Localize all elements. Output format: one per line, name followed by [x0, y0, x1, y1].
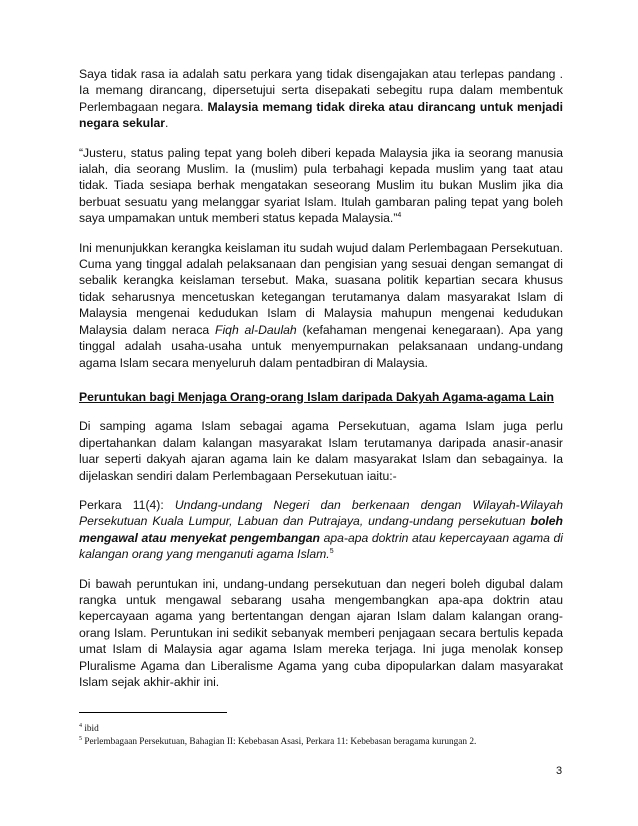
footnote-number: 5 — [79, 735, 82, 742]
paragraph-5-article-quote — [79, 497, 563, 563]
paragraph-1-bold-text: Malaysia memang tidak direka atau dirancang untuk menjadi negara sekular — [79, 99, 563, 131]
footnote-number: 4 — [79, 722, 82, 729]
article-text-end: apa-apa doktrin atau kepercayaan agama di kalangan orang yang menganuti agama Islam. — [79, 530, 563, 562]
footnote-4 — [79, 723, 563, 736]
footnote-separator — [79, 712, 227, 713]
quote-paragraph — [79, 145, 563, 227]
paragraph-4: Di samping agama Islam sebagai agama Persekutuan, agama Islam juga perlu dipertahankan dalam kalangan masyarakat Islam terutamanya daripada anasir-anasir luar seperti dakyah ajaran agama lain ke dalam masyarakat Islam dan sebagainya. Ia dijelaskan sendiri dalam Perlembagaan Persekutuan iaitu:- — [79, 419, 563, 483]
footnote-ref-4[interactable]: 4 — [397, 212, 402, 220]
paragraph-3-text: Ini menunjukkan kerangka keislaman itu sudah wujud dalam Perlembagaan Persekutuan. Cuma yang tinggal adalah pelaksanaan dan pengisian yang sesuai dengan semangat di sebalik kerangka keislaman tersebut. Maka, suasana politik kepartian secara khusus tidak seharusnya mencetuskan ketegangan terutamanya dalam masyarakat Islam di Malaysia mengenai kedudukan Islam di Malaysia mahupun mengenai kedudukan Malaysia dalam neraca — [79, 240, 563, 337]
article-bold-text: boleh mengawal atau menyekat pengembangan — [79, 514, 563, 545]
paragraph-3 — [79, 240, 563, 371]
body-text — [79, 66, 563, 703]
footnotes — [79, 723, 563, 749]
footnote-5 — [79, 736, 563, 749]
page-number: 3 — [556, 765, 563, 777]
footnote-text: Perlembagaan Persekutuan, Bahagian II: Kebebasan Asasi, Perkara 11: Kebebasan beragama kurungan 2. — [84, 737, 477, 747]
section-heading: Peruntukan bagi Menjaga Orang-orang Islam daripada Dakyah Agama-agama Lain — [79, 389, 554, 404]
quote-text: “Justeru, status paling tepat yang boleh diberi kepada Malaysia jika ia seorang manusia ialah, dia seorang Muslim. Ia (muslim) pula terbahagi kepada muslim yang taat atau tidak. Tiada sesiapa berhak mengatakan seseorang Muslim itu bukan Muslim jika dia berbuat sesuatu yang melanggar syariat Islam. Itulah gambaran paling tepat yang boleh saya umpamakan untuk memberi status kepada Malaysia.” — [79, 145, 563, 226]
paragraph-3-italic-term: Fiqh al-Daulah — [215, 322, 297, 337]
paragraph-1-end: . — [165, 116, 169, 131]
paragraph-3-text-end: (kefahaman mengenai kenegaraan). Apa yang tinggal adalah usaha-usaha untuk menyempurnakan pelaksanaan undang-undang agama Islam secara menyeluruh dalam pentadbiran di Malaysia. — [79, 322, 563, 370]
paragraph-1 — [79, 66, 563, 132]
paragraph-6: Di bawah peruntukan ini, undang-undang persekutuan dan negeri boleh digubal dalam rangka untuk mengawal sebarang usaha mengembangkan apa-apa doktrin atau kepercayaan agama yang bertentangan dengan ajaran Islam dalam kalangan orang-orang Islam. Peruntukan ini sedikit sebanyak memberi penjagaan secara bertulis kepada umat Islam di Malaysia agar agama Islam mereka terjaga. Ini juga menolak konsep Pluralisme Agama dan Liberalisme Agama yang cuba dipopularkan dalam masyarakat Islam sejak akhir-akhir ini. — [79, 576, 563, 689]
footnote-ref-5[interactable]: 5 — [329, 548, 334, 556]
article-text: Undang-undang Negeri dan berkenaan dengan Wilayah-Wilayah Persekutuan Kuala Lumpur, Labuan dan Putrajaya, undang-undang persekutuan — [79, 497, 563, 529]
paragraph-1-text: Saya tidak rasa ia adalah satu perkara yang tidak disengajakan atau terlepas pandang . Ia memang dirancang, dipersetujui serta disepakati sebegitu rupa dalam membentuk Perlembagaan negara. — [79, 67, 563, 114]
article-label: Perkara 11(4): — [79, 497, 175, 512]
footnote-text: ibid — [84, 724, 99, 734]
